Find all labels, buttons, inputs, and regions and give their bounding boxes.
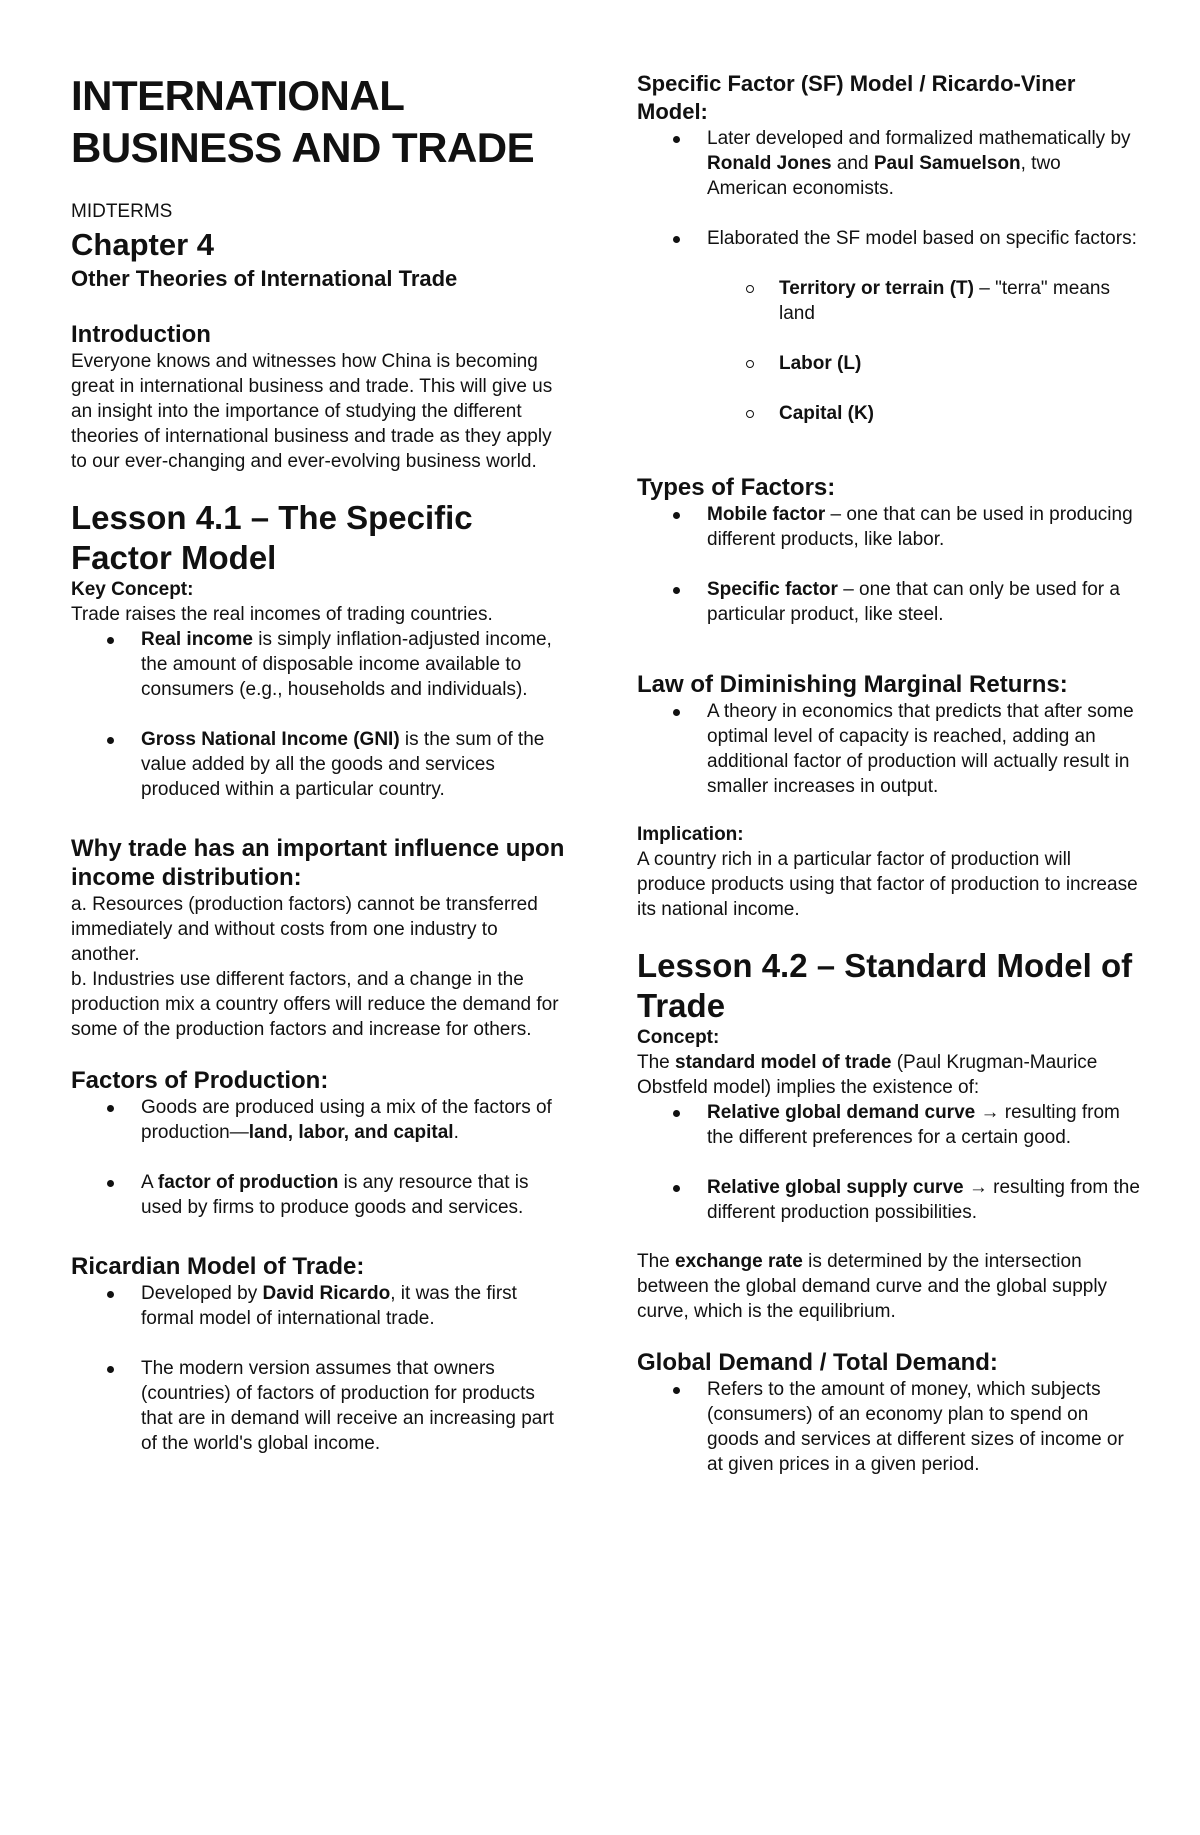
concept-text-pre: The [637,1052,676,1073]
bullet-icon [107,737,114,744]
types-bullet-list [637,502,1142,627]
exchange-text-rest: is determined by the intersection between the global demand curve and the global supply curve, which is the equilibrium. [637,1251,1108,1322]
list-item [637,1377,1142,1477]
key-concept-text: Trade raises the real incomes of trading countries. [71,604,493,625]
circle-bullet-icon [746,285,754,293]
bullet-icon [673,709,680,716]
ricardian-bullet-list [71,1281,571,1456]
sf-factor-sublist [637,276,1142,426]
midterms-label: MIDTERMS [71,201,173,222]
bullet-icon [673,236,680,243]
bullet-icon [673,136,680,143]
concept-text-rest: (Paul Krugman-Maurice Obstfeld model) implies the existence of: [637,1052,1098,1098]
circle-bullet-icon [746,360,754,368]
bullet-icon [673,1110,680,1117]
bullet-text: A [141,1172,158,1193]
why-trade-point-a: a. Resources (production factors) cannot be transferred immediately and without costs from one industry to another. [71,894,538,965]
list-item [637,1175,1142,1225]
chapter-heading: Chapter 4 [71,227,214,262]
bullet-text: A theory in economics that predicts that after some optimal level of capacity is reached, adding an additional factor of production will actually result in smaller increases in output. [707,701,1134,797]
bullet-text-end: . [453,1122,459,1143]
introduction-heading: Introduction [71,321,211,348]
bold-term: land, labor, and capital [248,1122,454,1143]
lesson-4-2-title: Lesson 4.2 – Standard Model of Trade [637,947,1133,1024]
list-item [71,627,571,702]
list-item [637,699,1142,799]
right-column [637,70,1142,1477]
sf-model-heading: Specific Factor (SF) Model / Ricardo-Viner Model: [637,71,1076,124]
bullet-text: Developed by [141,1283,263,1304]
bold-term: Relative global supply curve [707,1177,964,1198]
bold-term: factor of production [157,1172,339,1193]
bold-term: standard model of trade [675,1052,892,1073]
bold-term: Specific factor [707,579,838,600]
implication-text: A country rich in a particular factor of production will produce products using that factor of production to increase its national income. [637,849,1138,920]
list-item [71,727,571,802]
bullet-text-end: , two American economists. [707,153,1061,199]
concept-label: Concept: [637,1027,720,1048]
list-item [637,577,1142,627]
list-item [637,1100,1142,1150]
bold-term: Territory or terrain (T) [779,278,974,299]
bullet-text: → resulting from the different production possibilities. [707,1177,1140,1223]
lesson-4-1-title: Lesson 4.1 – The Specific Factor Model [71,499,473,576]
bullet-icon [107,637,114,644]
circle-bullet-icon [746,410,754,418]
bullet-icon [107,1180,114,1187]
global-demand-heading: Global Demand / Total Demand: [637,1349,998,1376]
income-bullet-list [71,627,571,802]
diminishing-returns-heading: Law of Diminishing Marginal Returns: [637,671,1068,698]
exchange-text-pre: The [637,1251,676,1272]
bold-term: David Ricardo [262,1283,391,1304]
list-item [71,1095,571,1145]
definition-text: is simply inflation-adjusted income, the amount of disposable income available to consumers (e.g., households and individuals). [141,629,552,700]
bullet-icon [107,1366,114,1373]
chapter-subtitle: Other Theories of International Trade [71,266,458,291]
bullet-text: – one that can only be used for a particular product, like steel. [707,579,1120,625]
bold-term: Relative global demand curve [707,1102,976,1123]
bullet-icon [673,587,680,594]
why-trade-point-b: b. Industries use different factors, and a change in the production mix a country offers will reduce the demand for some of the production factors and increase for others. [71,969,559,1040]
list-item [71,1170,571,1220]
bullet-icon [673,1387,680,1394]
bullet-text-end: is any resource that is used by firms to produce goods and services. [141,1172,529,1218]
list-item [637,226,1142,251]
term-gni: Gross National Income (GNI) [141,729,400,750]
global-demand-bullet-list [637,1377,1142,1477]
list-item [71,1281,571,1331]
bullet-text: – "terra" means land [779,278,1110,324]
list-item [637,126,1142,201]
law-bullet-list [637,699,1142,799]
bullet-text-end: , it was the first formal model of international trade. [141,1283,517,1329]
bold-term: Ronald Jones [707,153,832,174]
bullet-text: The modern version assumes that owners (countries) of factors of production for products that are in demand will receive an increasing part of the world's global income. [141,1358,554,1454]
list-item [637,276,1142,326]
ricardian-model-heading: Ricardian Model of Trade: [71,1253,365,1280]
bullet-text: Refers to the amount of money, which subjects (consumers) of an economy plan to spend on goods and services at different sizes of income or at given prices in a given period. [707,1379,1124,1475]
bullet-text: Goods are produced using a mix of the factors of production— [141,1097,552,1143]
concept-text [637,1050,1142,1100]
bullet-icon [107,1105,114,1112]
bullet-icon [107,1291,114,1298]
bullet-icon [673,512,680,519]
bold-term: Paul Samuelson [873,153,1021,174]
bold-term: Capital (K) [779,403,874,424]
sf-bullet-list [637,126,1142,251]
document-title: INTERNATIONAL BUSINESS AND TRADE [71,72,535,171]
factors-bullet-list [71,1095,571,1220]
standard-model-bullet-list [637,1100,1142,1225]
why-trade-heading: Why trade has an important influence upon income distribution: [71,835,565,891]
introduction-text: Everyone knows and witnesses how China is becoming great in international business and trade. This will give us an insight into the importance of studying the different theories of international business and trade as they apply to our ever-changing and ever-evolving business world. [71,351,553,472]
implication-label: Implication: [637,824,744,845]
bullet-text: Later developed and formalized mathematically by [707,128,1131,149]
exchange-rate-text [637,1249,1142,1324]
bold-term: Labor (L) [779,353,862,374]
bullet-icon [673,1185,680,1192]
bullet-text: and [831,153,874,174]
list-item [637,502,1142,552]
bullet-text: → resulting from the different preferences for a certain good. [707,1102,1120,1148]
list-item [637,351,1142,376]
definition-text: is the sum of the value added by all the goods and services produced within a particular country. [141,729,545,800]
left-column [71,70,571,1456]
bold-term: exchange rate [675,1251,803,1272]
factors-of-production-heading: Factors of Production: [71,1067,329,1094]
bullet-text: Elaborated the SF model based on specific factors: [707,228,1137,249]
term-real-income: Real income [141,629,253,650]
key-concept-label: Key Concept: [71,579,194,600]
bold-term: Mobile factor [707,504,826,525]
list-item [71,1356,571,1456]
bullet-text: – one that can be used in producing different products, like labor. [707,504,1133,550]
list-item [637,401,1142,426]
types-of-factors-heading: Types of Factors: [637,474,836,501]
